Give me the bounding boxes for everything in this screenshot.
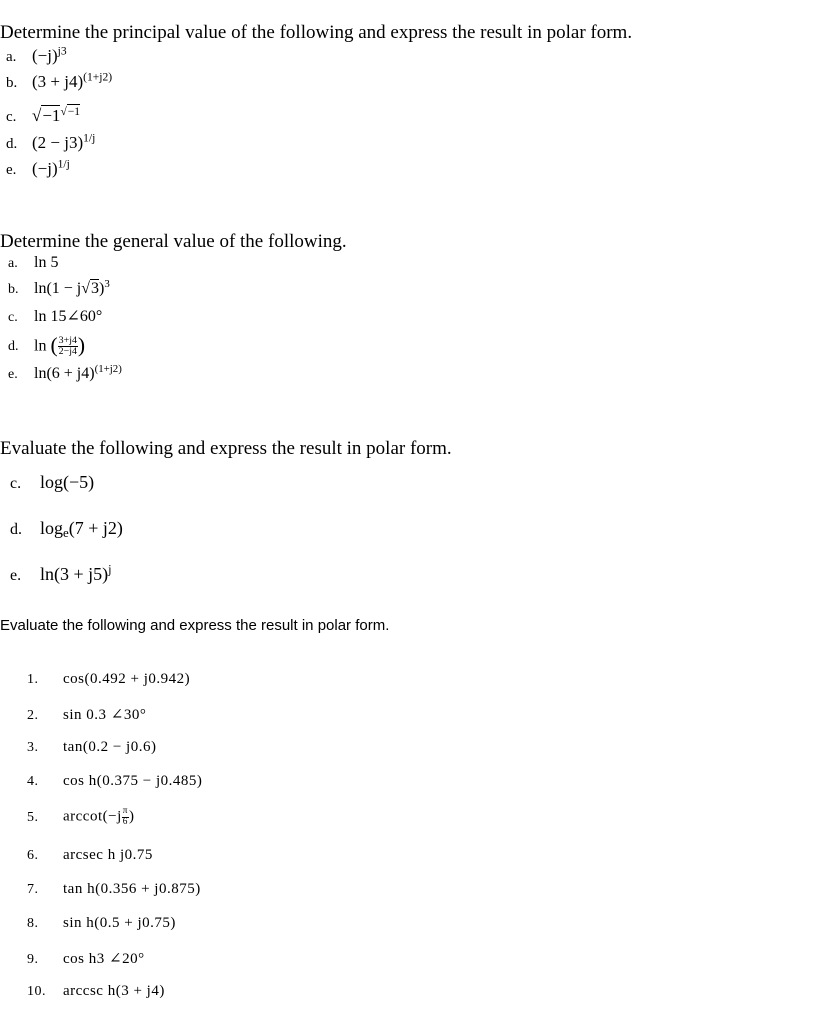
expression: cos h(0.375 − j0.485) [63, 773, 203, 789]
expression-base: ln(3 + j5) [40, 564, 109, 584]
problem-item [6, 46, 67, 66]
problem-item [8, 306, 102, 326]
expression-exponent: 3 [104, 278, 110, 291]
problem-item: c. $√-1^{√-1}$ [6, 104, 81, 125]
expression: ln 5 [34, 254, 59, 271]
log-base: e [63, 525, 69, 541]
expression: tan(0.2 − j0.6) [63, 739, 157, 755]
problem-item [27, 983, 165, 1000]
item-label: 1. [27, 672, 39, 687]
radicand: −1 [42, 106, 61, 125]
problem-item [27, 949, 145, 968]
section-heading: Evaluate the following and express the result in polar form. [0, 438, 452, 459]
expression-exponent: (1+j2) [94, 363, 122, 376]
expression: sin 0.3 ∠30° [63, 707, 147, 723]
expression: arccsc h(3 + j4) [63, 983, 165, 999]
expression-pre: ln(1 − j [34, 280, 82, 297]
denominator: 2−j4 [58, 346, 77, 358]
expression-exponent: (1+j2) [83, 70, 113, 84]
problem-item [10, 518, 123, 539]
problem-item [27, 739, 156, 756]
item-label: a. [6, 49, 17, 65]
problem-item [27, 881, 201, 898]
fraction [58, 336, 78, 358]
problem-item [10, 564, 112, 585]
expression-pre: arccot(−j [63, 808, 122, 825]
expression-exponent: j3 [57, 44, 67, 58]
expression: arcsec h j0.75 [63, 847, 153, 863]
item-label: c. [8, 310, 18, 325]
item-label: b. [8, 282, 19, 297]
expression-post: ) [99, 280, 105, 297]
section-heading: Determine the general value of the following. [0, 231, 347, 252]
radicand: 3 [91, 280, 100, 297]
item-label: e. [6, 162, 17, 178]
item-label: d. [8, 339, 19, 355]
expression: cos h3 ∠20° [63, 951, 145, 967]
problem-item [6, 72, 112, 92]
expression-pre: ln [34, 337, 47, 355]
expression: sin h(0.5 + j0.75) [63, 915, 176, 931]
item-label: 6. [27, 848, 39, 863]
item-label: 7. [27, 882, 39, 897]
expression-base: (3 + j4) [32, 72, 84, 91]
numerator: 3+j4 [58, 334, 77, 346]
expression-post: ) [128, 808, 135, 825]
expression: ln 15∠60° [34, 308, 103, 325]
expression: log(−5) [40, 472, 95, 492]
problem-item [27, 773, 202, 790]
square-root: √3 [81, 280, 100, 297]
problem-item [6, 159, 70, 179]
problem-item: d. ln ( $\frac{3+j4}{2-j4}$ ) [8, 333, 86, 358]
problem-item [27, 807, 134, 828]
expression: cos(0.492 + j0.942) [63, 671, 191, 687]
problem-item [27, 671, 190, 688]
item-label: 4. [27, 774, 39, 789]
section-heading: Determine the principal value of the following and express the result in polar form. [0, 22, 633, 43]
expression-base: (2 − j3) [32, 133, 84, 152]
expression-pre: log [40, 518, 64, 538]
expression-exponent: 1/j [57, 157, 70, 171]
expression-exponent: j [108, 562, 112, 577]
numerator: π [122, 806, 128, 816]
section-heading: Evaluate the following and express the result in polar form. [0, 617, 390, 634]
item-label: e. [8, 367, 18, 382]
item-label: d. [6, 136, 18, 152]
expression-exponent: 1/j [83, 131, 96, 145]
expression-base: (−j) [32, 46, 58, 65]
item-label: e. [10, 567, 22, 584]
item-label: 8. [27, 916, 39, 931]
item-label: 5. [27, 809, 39, 825]
item-label: b. [6, 75, 18, 91]
problem-item [27, 705, 146, 724]
fraction [122, 807, 129, 828]
problem-item [8, 280, 110, 298]
item-label: c. [6, 109, 17, 125]
expression-base: (−j) [32, 159, 58, 178]
radicand-exponent: −1 [67, 104, 81, 118]
item-label: d. [10, 521, 22, 538]
item-label: 10. [27, 984, 46, 999]
item-label: 9. [27, 952, 39, 967]
expression-post: (7 + j2) [68, 518, 123, 538]
expression-base: ln(6 + j4) [34, 365, 95, 382]
square-root: √−1 [32, 106, 61, 125]
problem-item [10, 472, 94, 493]
item-label: 2. [27, 708, 39, 723]
item-label: a. [8, 256, 18, 271]
problem-item [27, 915, 176, 932]
item-label: c. [10, 475, 22, 492]
item-label: 3. [27, 740, 39, 755]
problem-item [8, 365, 122, 383]
denominator: 6 [122, 816, 128, 827]
expression: tan h(0.356 + j0.875) [63, 881, 201, 897]
problem-item [8, 254, 58, 272]
problem-item [27, 847, 153, 864]
problem-item [6, 133, 95, 153]
